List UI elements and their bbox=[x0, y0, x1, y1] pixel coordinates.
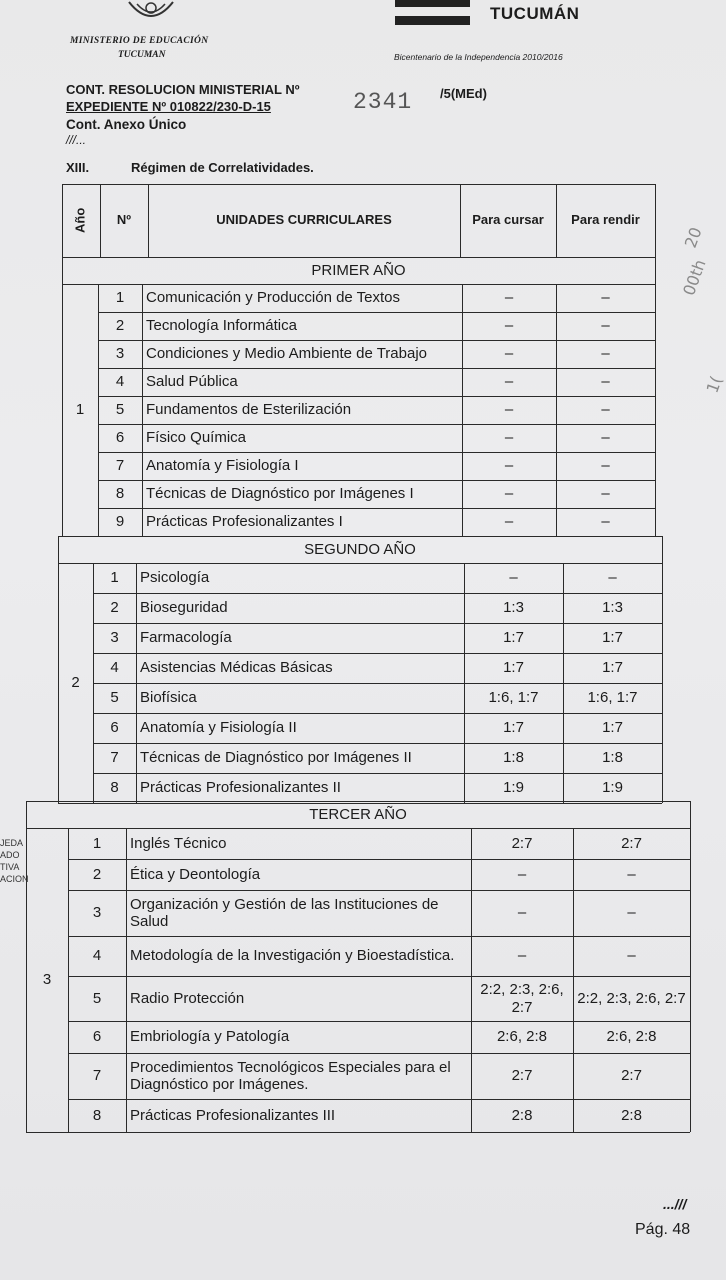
curricular-unit: Técnicas de Diagnóstico por Imágenes I bbox=[146, 485, 414, 503]
margin-note: ACION bbox=[0, 874, 29, 884]
table-rule bbox=[142, 284, 143, 536]
curricular-unit: Fundamentos de Esterilización bbox=[146, 401, 352, 419]
margin-note: TIVA bbox=[0, 862, 20, 872]
para-cursar-value: – bbox=[517, 904, 527, 922]
para-rendir-value: 1:7 bbox=[602, 629, 623, 647]
para-cursar-value: 2:6, 2:8 bbox=[496, 1028, 548, 1046]
table-rule bbox=[471, 828, 472, 1132]
para-rendir-value: – bbox=[601, 457, 610, 475]
handwritten-note: 00th bbox=[679, 256, 710, 299]
ministry-city: TUCUMAN bbox=[118, 50, 166, 60]
para-rendir-value: – bbox=[627, 947, 636, 965]
resolution-title: CONT. RESOLUCION MINISTERIAL Nº bbox=[66, 82, 300, 97]
curricular-unit: Inglés Técnico bbox=[130, 834, 227, 852]
para-cursar-value: – bbox=[504, 457, 514, 475]
curricular-unit: Técnicas de Diagnóstico por Imágenes II bbox=[140, 749, 412, 767]
para-rendir-value: 2:2, 2:3, 2:6, 2:7 bbox=[577, 989, 686, 1007]
row-number: 4 bbox=[110, 659, 119, 677]
row-number: 5 bbox=[92, 989, 102, 1007]
header-number: Nº bbox=[116, 212, 132, 228]
row-number: 3 bbox=[110, 629, 119, 647]
curricular-unit: Anatomía y Fisiología II bbox=[140, 719, 297, 737]
row-number: 7 bbox=[115, 457, 125, 475]
curricular-unit: Biofísica bbox=[140, 689, 197, 707]
row-number: 8 bbox=[115, 485, 125, 503]
curricular-unit: Comunicación y Producción de Textos bbox=[146, 289, 401, 307]
para-cursar-value: – bbox=[504, 289, 514, 307]
para-cursar-value: – bbox=[504, 345, 514, 363]
curricular-unit: Tecnología Informática bbox=[146, 317, 297, 335]
table-rule bbox=[655, 184, 656, 257]
row-number: 2 bbox=[110, 599, 119, 617]
para-cursar-value: – bbox=[517, 947, 527, 965]
para-cursar-value: – bbox=[504, 429, 514, 447]
table-rule bbox=[462, 284, 463, 536]
curricular-unit: Metodología de la Investigación y Bioestadística. bbox=[130, 947, 455, 965]
para-rendir-value: 2:8 bbox=[621, 1106, 642, 1124]
para-cursar-value: – bbox=[504, 485, 514, 503]
para-rendir-value: 1:7 bbox=[602, 659, 623, 677]
para-cursar-value: 2:7 bbox=[511, 834, 533, 852]
handwritten-note: 20 bbox=[680, 224, 706, 251]
table-rule bbox=[68, 1132, 690, 1133]
para-cursar-value: – bbox=[504, 317, 514, 335]
page-number: Pág. 48 bbox=[635, 1221, 691, 1238]
table-rule bbox=[690, 801, 691, 1132]
table-rule bbox=[573, 828, 574, 1132]
stamped-number: 2341 bbox=[353, 89, 413, 115]
para-cursar-value: 1:7 bbox=[503, 719, 524, 737]
curricular-unit: Anatomía y Fisiología I bbox=[146, 457, 299, 475]
para-rendir-value: – bbox=[601, 317, 610, 335]
para-rendir-value: – bbox=[601, 485, 610, 503]
para-rendir-value: – bbox=[627, 865, 636, 883]
curricular-unit: Asistencias Médicas Básicas bbox=[140, 659, 333, 677]
curricular-unit: Embriología y Patología bbox=[130, 1028, 290, 1046]
year-number: 3 bbox=[42, 971, 52, 989]
header-para-cursar: Para cursar bbox=[472, 212, 544, 228]
table-rule bbox=[563, 563, 564, 803]
margin-note: JEDA bbox=[0, 838, 24, 848]
para-rendir-value: – bbox=[601, 345, 610, 363]
province-name: TUCUMÁN bbox=[490, 4, 580, 23]
row-number: 3 bbox=[92, 904, 102, 922]
row-number: 6 bbox=[110, 719, 119, 737]
para-cursar-value: – bbox=[517, 865, 527, 883]
ministry-name: MINISTERIO DE EDUCACIÓN bbox=[70, 36, 209, 46]
province-logo-bars bbox=[395, 0, 470, 28]
continuation-marks: ///... bbox=[66, 133, 87, 147]
continued-marker: .../// bbox=[663, 1196, 687, 1212]
section-title: Régimen de Correlatividades. bbox=[131, 160, 314, 175]
table-rule bbox=[126, 828, 127, 1132]
year-band-title: SEGUNDO AÑO bbox=[304, 540, 416, 558]
row-number: 7 bbox=[92, 1067, 102, 1085]
para-rendir-value: 2:7 bbox=[621, 834, 642, 852]
table-rule bbox=[68, 828, 69, 1132]
para-rendir-value: – bbox=[608, 569, 617, 587]
para-rendir-value: 2:7 bbox=[621, 1067, 642, 1085]
section-number: XIII. bbox=[66, 160, 90, 175]
para-cursar-value: 1:8 bbox=[503, 749, 524, 767]
row-number: 1 bbox=[115, 289, 125, 307]
row-number: 5 bbox=[115, 401, 125, 419]
expediente-number: EXPEDIENTE Nº 010822/230-D-15 bbox=[66, 99, 271, 114]
curricular-unit: Psicología bbox=[140, 569, 210, 587]
para-cursar-value: – bbox=[504, 373, 514, 391]
curricular-unit: Salud Pública bbox=[146, 373, 238, 391]
handwritten-note: 1( bbox=[702, 373, 726, 396]
para-rendir-value: – bbox=[627, 904, 636, 922]
annex-label: Cont. Anexo Único bbox=[66, 117, 187, 132]
curricular-unit: Organización y Gestión de las Instituciones de Salud bbox=[130, 895, 439, 930]
row-number: 2 bbox=[115, 317, 125, 335]
para-rendir-value: – bbox=[601, 429, 610, 447]
para-cursar-value: – bbox=[509, 569, 518, 587]
row-number: 2 bbox=[92, 865, 102, 883]
para-rendir-value: 1:6, 1:7 bbox=[587, 689, 638, 707]
row-number: 6 bbox=[92, 1028, 102, 1046]
curricular-unit: Ética y Deontología bbox=[130, 865, 261, 883]
header-year: Año bbox=[72, 207, 88, 234]
curricular-unit: Procedimientos Tecnológicos Especiales para el Diagnóstico por Imágenes. bbox=[130, 1058, 451, 1093]
header-units: UNIDADES CURRICULARES bbox=[216, 212, 392, 228]
para-cursar-value: 1:7 bbox=[503, 659, 524, 677]
para-rendir-value: 1:8 bbox=[602, 749, 623, 767]
para-cursar-value: 1:9 bbox=[503, 779, 524, 797]
curricular-unit: Bioseguridad bbox=[140, 599, 228, 617]
curricular-unit: Prácticas Profesionalizantes I bbox=[146, 513, 343, 531]
para-cursar-value: 2:2, 2:3, 2:6, 2:7 bbox=[480, 981, 564, 1016]
row-number: 3 bbox=[115, 345, 125, 363]
para-rendir-value: 1:7 bbox=[602, 719, 623, 737]
bicentenary-motto: Bicentenario de la Independencia 2010/2016 bbox=[394, 52, 563, 62]
row-number: 7 bbox=[110, 749, 119, 767]
resolution-suffix: /5(MEd) bbox=[440, 86, 487, 101]
para-rendir-value: 1:3 bbox=[602, 599, 623, 617]
row-number: 1 bbox=[92, 834, 102, 852]
para-cursar-value: – bbox=[504, 513, 514, 531]
para-rendir-value: 2:6, 2:8 bbox=[606, 1028, 657, 1046]
year-number: 2 bbox=[71, 674, 80, 692]
para-rendir-value: – bbox=[601, 401, 610, 419]
table-rule bbox=[93, 563, 94, 803]
para-cursar-value: 2:7 bbox=[511, 1067, 533, 1085]
para-cursar-value: 1:6, 1:7 bbox=[488, 689, 539, 707]
row-number: 5 bbox=[110, 689, 119, 707]
row-number: 8 bbox=[92, 1106, 102, 1124]
table-rule bbox=[26, 1132, 68, 1133]
row-number: 4 bbox=[115, 373, 125, 391]
curricular-unit: Condiciones y Medio Ambiente de Trabajo bbox=[146, 345, 428, 363]
curricular-unit: Farmacología bbox=[140, 629, 232, 647]
para-rendir-value: 1:9 bbox=[602, 779, 623, 797]
curricular-unit: Físico Química bbox=[146, 429, 247, 447]
row-number: 9 bbox=[115, 513, 125, 531]
header-para-rendir: Para rendir bbox=[571, 212, 640, 228]
table-rule bbox=[662, 536, 663, 803]
para-rendir-value: – bbox=[601, 373, 610, 391]
para-cursar-value: 1:3 bbox=[503, 599, 524, 617]
year-band-title: TERCER AÑO bbox=[309, 805, 407, 823]
curricular-unit: Prácticas Profesionalizantes II bbox=[140, 779, 341, 797]
curricular-unit: Radio Protección bbox=[130, 989, 245, 1007]
row-number: 6 bbox=[115, 429, 125, 447]
para-cursar-value: – bbox=[504, 401, 514, 419]
row-number: 8 bbox=[110, 779, 119, 797]
para-rendir-value: – bbox=[601, 289, 610, 307]
coat-of-arms-seal bbox=[125, 0, 177, 24]
table-rule bbox=[464, 563, 465, 803]
table-rule bbox=[98, 284, 99, 536]
table-rule bbox=[136, 563, 137, 803]
year-band-title: PRIMER AÑO bbox=[311, 261, 406, 279]
row-number: 1 bbox=[110, 569, 119, 587]
para-cursar-value: 2:8 bbox=[511, 1106, 533, 1124]
curricular-unit: Prácticas Profesionalizantes III bbox=[130, 1106, 336, 1124]
table-rule bbox=[655, 257, 656, 536]
para-rendir-value: – bbox=[601, 513, 610, 531]
year-number: 1 bbox=[75, 401, 85, 419]
table-rule bbox=[556, 284, 557, 536]
row-number: 4 bbox=[92, 947, 102, 965]
para-cursar-value: 1:7 bbox=[503, 629, 524, 647]
margin-note: ADO bbox=[0, 850, 20, 860]
